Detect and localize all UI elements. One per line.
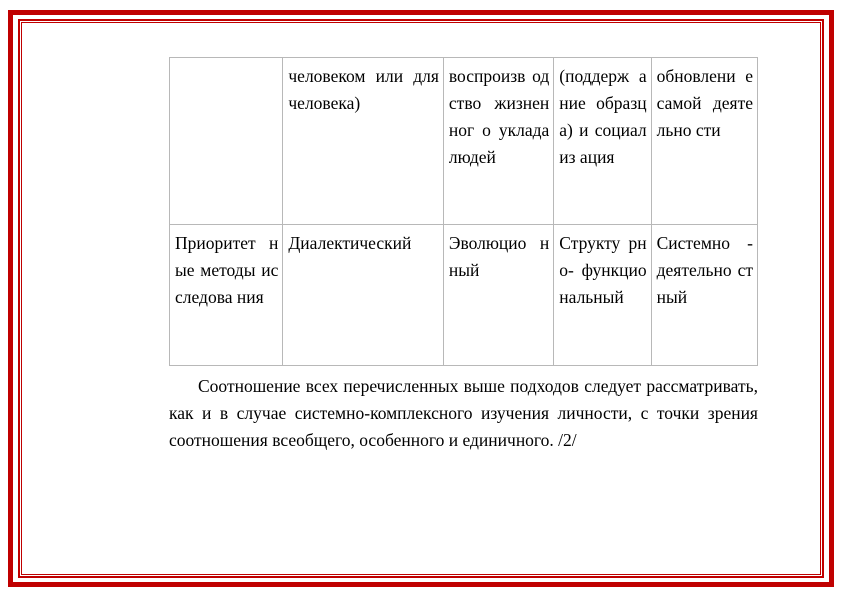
table-cell: обновлени е самой деятельно сти — [651, 58, 757, 225]
table-cell: человеком или для человека) — [283, 58, 444, 225]
table-cell — [170, 58, 283, 225]
table-cell: Диалектический — [283, 225, 444, 366]
table-cell: Приоритет ные методы исследова ния — [170, 225, 283, 366]
table-cell: Эволюцио нный — [443, 225, 553, 366]
table-cell: Структу рно- функцио нальный — [554, 225, 651, 366]
approaches-table — [169, 57, 758, 366]
table-row — [170, 225, 758, 366]
table-cell: (поддерж ание образца) и социализ ация — [554, 58, 651, 225]
table-cell: Системно - деятельно стный — [651, 225, 757, 366]
table-row — [170, 58, 758, 225]
table-cell: воспроизв одство жизненног о уклада людей — [443, 58, 553, 225]
body-paragraph: Соотношение всех перечисленных выше подходов следует рассматривать, как и в случае системно-комплексного изучения личности, с точки зрения соотношения всеобщего, особенного и единичного. /2/ — [169, 376, 758, 450]
